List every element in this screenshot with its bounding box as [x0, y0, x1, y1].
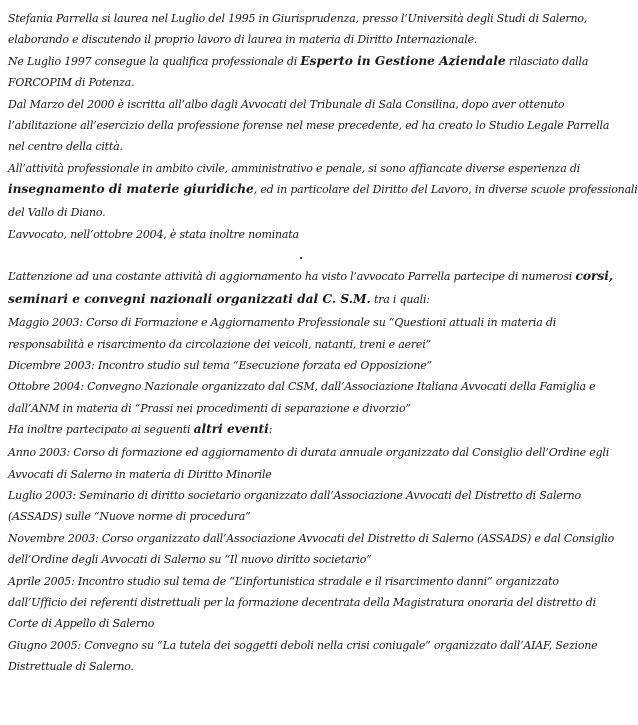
text-line — [8, 179, 638, 202]
other-events-list — [8, 442, 615, 677]
paragraph-laurea — [8, 8, 594, 51]
list-item — [8, 355, 594, 376]
text-line: Novembre 2003: Corso organizzato dall’Associazione Avvocati del Distretto di Salerno (ASSADS) e dal Consiglio — [8, 531, 615, 545]
list-item — [8, 442, 610, 485]
text-line: Dal Marzo del 2000 è iscritta all’albo dagli Avvocati del Tribunale di Sala Consilina, dopo aver ottenuto — [8, 97, 565, 111]
text-line: l’abilitazione all’esercizio della professione forense nel mese precedente, ed ha creato lo Studio Legale Parrella — [8, 118, 610, 132]
list-item — [8, 312, 594, 355]
dot-mark: . — [299, 248, 303, 262]
text-run: Ha inoltre partecipato ai seguenti — [8, 423, 194, 437]
text-line: dell’Ordine degli Avvocati di Salerno su “Il nuovo diritto societario” — [8, 553, 372, 567]
text-line: Luglio 2003: Seminario di diritto societario organizzato dall’Associazione Avvocati del Distretto di Salerno — [8, 489, 581, 503]
text-line: L’avvocato, nell’ottobre 2004, è stata inoltre nominata — [8, 227, 299, 241]
text-line — [8, 419, 594, 442]
text-line: responsabilità e risarcimento da circolazione dei veicoli, natanti, treni e aerei” — [8, 337, 431, 351]
list-item — [8, 635, 598, 678]
paragraph-aggiornamento — [8, 266, 614, 312]
text-line: All’attività professionale in ambito civile, amministrativo e penale, si sono affiancate diverse esperienza di — [8, 161, 581, 175]
text-run: Ne Luglio 1997 consegue la qualifica professionale di — [8, 54, 301, 68]
text-line: del Vallo di Diano. — [8, 206, 106, 220]
text-line: elaborando e discutendo il proprio lavoro di laurea in materia di Diritto Internazionale. — [8, 33, 478, 47]
text-run: L’attenzione ad una costante attività di aggiornamento ha visto l’avvocato Parrella partecipe di numerosi — [8, 270, 576, 284]
text-run: : — [268, 423, 273, 437]
text-run: rilasciato dalla — [505, 54, 589, 68]
text-line: Avvocati di Salerno in materia di Diritto Minorile — [8, 467, 272, 481]
text-line: Corte di Appello di Salerno — [8, 617, 155, 631]
text-line: Ottobre 2004: Convegno Nazionale organizzato dal CSM, dall’Associazione Italiana Avvocati della Famiglia e — [8, 380, 596, 394]
text-line — [8, 289, 594, 312]
paragraph-insegnamento — [8, 158, 638, 224]
text-run: , ed in particolare del Diritto del Lavoro, in diverse scuole professionali — [253, 183, 638, 197]
text-line: Giugno 2005: Convegno su “La tutela dei soggetti deboli nella crisi coniugale” organizzato dall’AIAF, Sezione — [8, 638, 598, 652]
csm-events-list — [8, 312, 594, 419]
paragraph-qualifica — [8, 51, 594, 94]
text-line: Dicembre 2003: Incontro studio sul tema “Esecuzione forzata ed Opposizione” — [8, 359, 432, 373]
text-line — [8, 51, 594, 72]
text-line: Aprile 2005: Incontro studio sul tema de “L’infortunistica stradale e il risarcimento danni” organizzato — [8, 574, 559, 588]
text-line: Distrettuale di Salerno. — [8, 660, 134, 674]
paragraph-nomina — [8, 224, 594, 267]
text-line: dall’Ufficio dei referenti distrettuali per la formazione decentrata della Magistratura onoraria del distretto di — [8, 595, 596, 609]
highlight-insegnamento: insegnamento di materie giuridiche — [8, 182, 254, 197]
text-line: nel centro della città. — [8, 140, 123, 154]
paragraph-altri-eventi — [8, 419, 594, 442]
highlight-seminari: seminari e convegni nazionali organizzati dal C. S.M. — [8, 292, 371, 307]
text-line: Stefania Parrella si laurea nel Luglio del 1995 in Giurisprudenza, presso l’Università degli Studi di Salerno, — [8, 12, 588, 25]
text-line: FORCOPIM di Potenza. — [8, 76, 135, 90]
text-line: Anno 2003: Corso di formazione ed aggiornamento di durata annuale organizzato dal Consiglio dell’Ordine egli — [8, 446, 610, 460]
text-line: Maggio 2003: Corso di Formazione e Aggiornamento Professionale su “Questioni attuali in materia di — [8, 316, 557, 330]
text-line: dall’ANM in materia di “Prassi nei procedimenti di separazione e divorzio” — [8, 401, 411, 415]
document-body — [8, 8, 638, 678]
highlight-altri-eventi: altri eventi — [193, 422, 269, 437]
list-item — [8, 485, 594, 528]
highlight-esperto: Esperto in Gestione Aziendale — [300, 53, 506, 68]
text-line: (ASSADS) sulle “Nuove norme di procedura” — [8, 510, 251, 524]
list-item — [8, 376, 594, 419]
highlight-corsi: corsi, — [575, 269, 614, 284]
list-item — [8, 571, 594, 635]
list-item — [8, 528, 615, 571]
paragraph-albo — [8, 94, 610, 158]
text-run: tra i quali: — [370, 293, 430, 307]
text-line — [8, 266, 614, 289]
